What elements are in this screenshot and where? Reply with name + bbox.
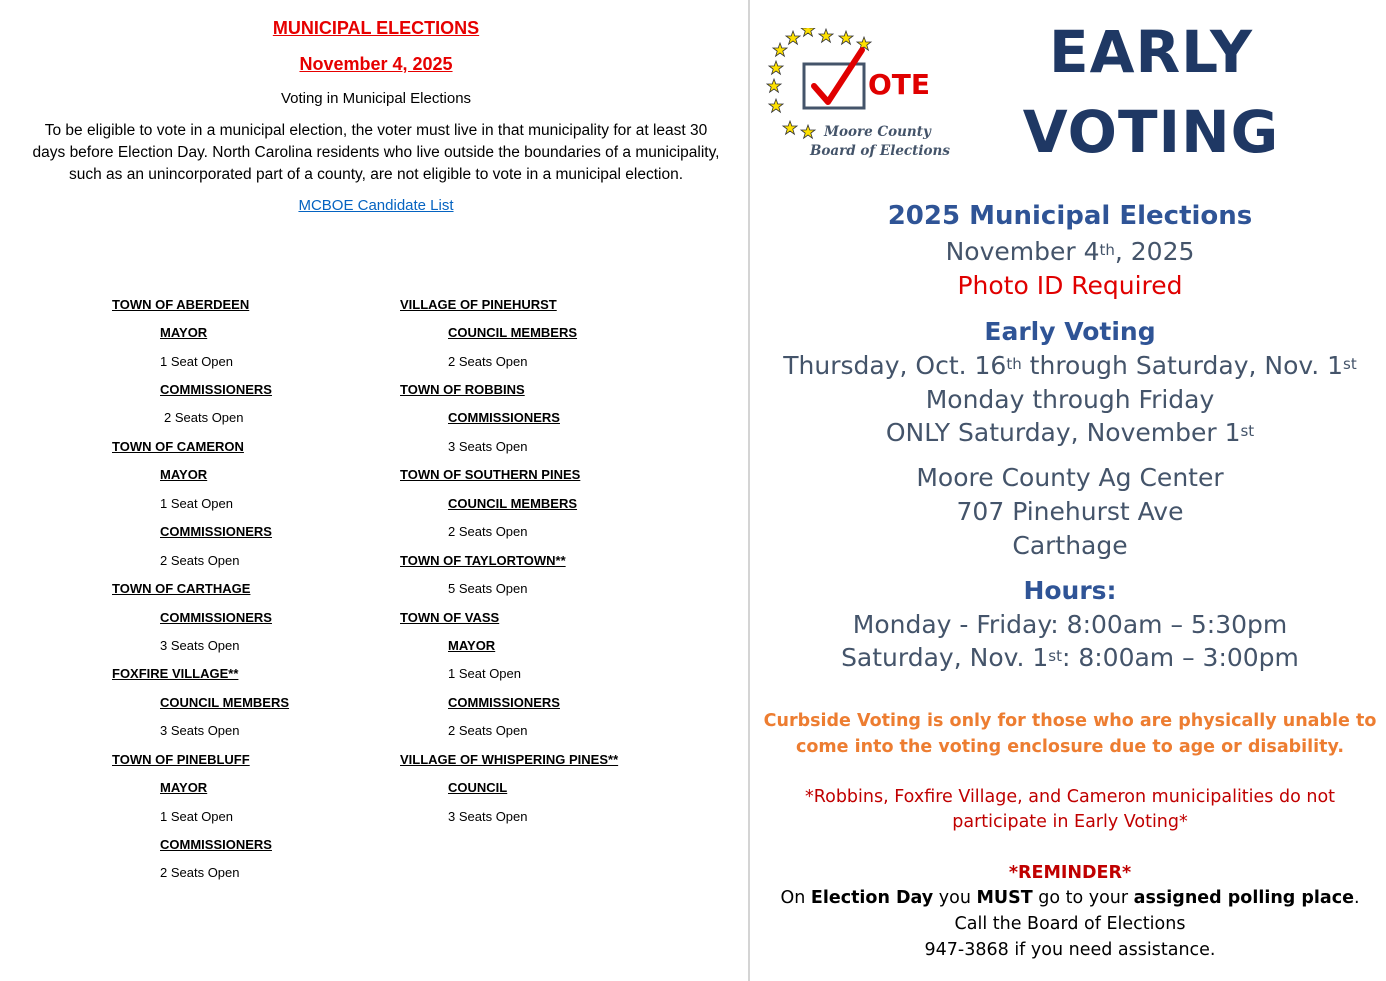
hours-weekday: Monday - Friday: 8:00am – 5:30pm — [852, 610, 1288, 639]
list-row — [112, 347, 289, 375]
seats-open: 3 Seats Open — [160, 723, 240, 739]
curbside-line-1: Curbside Voting is only for those who are physically unable to — [763, 711, 1377, 731]
candidate-list-link[interactable]: MCBOE Candidate List — [298, 197, 454, 214]
board-of-elections-logo — [766, 28, 950, 166]
list-row — [400, 745, 618, 773]
list-row — [112, 688, 289, 716]
office-title: COUNCIL MEMBERS — [160, 694, 290, 710]
list-row — [400, 546, 618, 574]
elections-heading: 2025 Municipal Elections — [887, 201, 1253, 231]
office-title: COMMISSIONERS — [448, 410, 560, 426]
candidate-list-link-wrap — [0, 197, 752, 214]
star-icon — [786, 31, 800, 44]
list-row — [400, 318, 618, 346]
reminder-heading: *REMINDER* — [1008, 863, 1132, 883]
list-row — [112, 461, 289, 489]
municipality-name: TOWN OF VASS — [400, 609, 500, 625]
weekday-line: Monday through Friday — [925, 385, 1215, 414]
seats-open: 2 Seats Open — [448, 723, 528, 739]
election-date-line — [750, 237, 1386, 266]
seats-open: 1 Seat Open — [160, 808, 233, 824]
municipality-name: TOWN OF ROBBINS — [400, 382, 525, 398]
list-row — [400, 631, 618, 659]
municipality-name: TOWN OF ABERDEEN — [112, 296, 250, 312]
list-row — [112, 830, 289, 858]
list-row — [400, 603, 618, 631]
star-icon — [819, 29, 833, 42]
range-start-suffix: th — [1006, 354, 1022, 373]
list-row — [400, 432, 618, 460]
list-row — [400, 574, 618, 602]
date-year: , 2025 — [1114, 237, 1195, 266]
photo-id-notice: Photo ID Required — [957, 271, 1183, 300]
phone-line: 947-3868 if you need assistance. — [924, 940, 1216, 960]
seats-open: 1 Seat Open — [448, 666, 521, 682]
call-line: Call the Board of Elections — [954, 914, 1186, 934]
office-title: MAYOR — [160, 325, 208, 341]
seats-open: 3 Seats Open — [448, 438, 528, 454]
list-row — [400, 773, 618, 801]
list-row — [112, 745, 289, 773]
page-title: MUNICIPAL ELECTIONS — [272, 18, 480, 38]
title-early: EARLY — [1048, 18, 1254, 86]
hours-saturday-time: : 8:00am – 3:00pm — [1061, 643, 1299, 672]
list-row — [112, 660, 289, 688]
municipality-name: TOWN OF SOUTHERN PINES — [400, 467, 581, 483]
seats-open: 1 Seat Open — [160, 495, 233, 511]
star-icon — [767, 79, 781, 92]
office-title: COUNCIL MEMBERS — [448, 325, 578, 341]
municipality-name: TOWN OF PINEBLUFF — [112, 751, 250, 767]
office-title: COUNCIL — [448, 780, 508, 796]
hours-saturday-text: Saturday, Nov. 1 — [841, 643, 1049, 672]
municipality-list-column-1 — [112, 290, 289, 887]
list-row — [400, 717, 618, 745]
range-end: through Saturday, Nov. 1 — [1021, 351, 1344, 380]
list-row — [112, 631, 289, 659]
date-text: November 4 — [945, 237, 1100, 266]
star-icon — [769, 61, 783, 74]
municipality-name: TOWN OF TAYLORTOWN** — [400, 552, 566, 568]
logo-vote-text: OTE — [868, 68, 931, 101]
list-row — [112, 318, 289, 346]
range-end-suffix: st — [1343, 354, 1357, 373]
list-row — [112, 802, 289, 830]
list-row — [112, 375, 289, 403]
rem-goto: go to your — [1032, 888, 1134, 908]
municipality-name: TOWN OF CARTHAGE — [112, 581, 251, 597]
eligibility-paragraph — [16, 120, 736, 186]
list-row — [112, 773, 289, 801]
office-title: COMMISSIONERS — [160, 524, 272, 540]
date-suffix: th — [1099, 240, 1115, 259]
office-title: COUNCIL MEMBERS — [448, 495, 578, 511]
curbside-line-2: come into the voting enclosure due to age or disability. — [796, 737, 1344, 757]
municipality-list-column-2 — [400, 290, 618, 830]
list-row — [112, 290, 289, 318]
list-row — [112, 603, 289, 631]
range-start: Thursday, Oct. 16 — [783, 351, 1007, 380]
office-title: COMMISSIONERS — [160, 609, 272, 625]
note-line-2: participate in Early Voting* — [952, 812, 1188, 832]
list-row — [400, 375, 618, 403]
title-voting: VOTING — [1022, 98, 1280, 166]
hours-saturday-suffix: st — [1048, 646, 1062, 665]
rem-you: you — [933, 888, 977, 908]
list-row — [400, 290, 618, 318]
hours-heading: Hours: — [1023, 576, 1117, 605]
location-street: 707 Pinehurst Ave — [956, 497, 1184, 526]
note-line-1: *Robbins, Foxfire Village, and Cameron municipalities do not — [804, 787, 1336, 807]
election-date: November 4, 2025 — [299, 54, 453, 74]
list-row — [112, 859, 289, 887]
list-row — [112, 489, 289, 517]
list-row — [112, 717, 289, 745]
list-row — [112, 432, 289, 460]
list-row — [400, 461, 618, 489]
office-title: MAYOR — [160, 780, 208, 796]
seats-open: 2 Seats Open — [160, 865, 240, 881]
star-icon — [783, 121, 797, 134]
star-icon — [801, 28, 815, 36]
seats-open: 2 Seats Open — [164, 410, 244, 426]
office-title: MAYOR — [160, 467, 208, 483]
municipality-name: TOWN OF CAMERON — [112, 438, 244, 454]
rem-period: . — [1353, 888, 1360, 908]
star-icon — [769, 99, 783, 112]
rem-on: On — [780, 888, 811, 908]
paragraph-line: To be eligible to vote in a municipal election, the voter must live in that municipality for at least 30 — [44, 122, 708, 139]
saturday-text: ONLY Saturday, November 1 — [885, 418, 1241, 447]
hours-saturday — [750, 643, 1386, 672]
office-title: COMMISSIONERS — [160, 382, 272, 398]
early-voting-panel — [750, 0, 1386, 981]
list-row — [400, 347, 618, 375]
star-icon — [801, 125, 815, 138]
list-row — [400, 518, 618, 546]
list-row — [400, 802, 618, 830]
rem-election-day: Election Day — [810, 888, 934, 908]
list-row — [112, 546, 289, 574]
municipality-name: VILLAGE OF WHISPERING PINES** — [400, 751, 619, 767]
paragraph-line: days before Election Day. North Carolina residents who live outside the boundaries of a municipality, — [32, 144, 720, 161]
logo-org-line2: Board of Elections — [810, 143, 950, 159]
list-row — [400, 660, 618, 688]
office-title: MAYOR — [448, 637, 496, 653]
list-row — [112, 574, 289, 602]
subtitle: Voting in Municipal Elections — [280, 90, 472, 107]
list-row — [112, 404, 289, 432]
early-voting-heading: Early Voting — [984, 317, 1156, 346]
seats-open: 3 Seats Open — [448, 808, 528, 824]
saturday-suffix: st — [1240, 421, 1255, 440]
reminder-line — [750, 888, 1386, 908]
office-title: COMMISSIONERS — [448, 694, 560, 710]
early-voting-range — [750, 351, 1386, 380]
seats-open: 3 Seats Open — [160, 637, 240, 653]
seats-open: 2 Seats Open — [160, 552, 240, 568]
saturday-line — [750, 418, 1386, 447]
star-icon — [773, 43, 787, 56]
rem-assigned: assigned polling place — [1133, 888, 1354, 908]
list-row — [400, 404, 618, 432]
seats-open: 2 Seats Open — [448, 353, 528, 369]
list-row — [112, 518, 289, 546]
star-icon — [839, 31, 853, 44]
logo-org-line1: Moore County — [824, 124, 931, 140]
municipality-name: FOXFIRE VILLAGE** — [112, 666, 239, 682]
list-row — [400, 688, 618, 716]
paragraph-line: such as an unincorporated part of a county, are not eligible to vote in a municipal election. — [68, 166, 684, 183]
rem-must: MUST — [976, 888, 1033, 908]
location-city: Carthage — [1012, 531, 1128, 560]
seats-open: 1 Seat Open — [160, 353, 233, 369]
municipality-name: VILLAGE OF PINEHURST — [400, 296, 557, 312]
location-name: Moore County Ag Center — [916, 463, 1224, 492]
office-title: COMMISSIONERS — [160, 837, 272, 853]
list-row — [400, 489, 618, 517]
seats-open: 5 Seats Open — [448, 581, 528, 597]
seats-open: 2 Seats Open — [448, 524, 528, 540]
